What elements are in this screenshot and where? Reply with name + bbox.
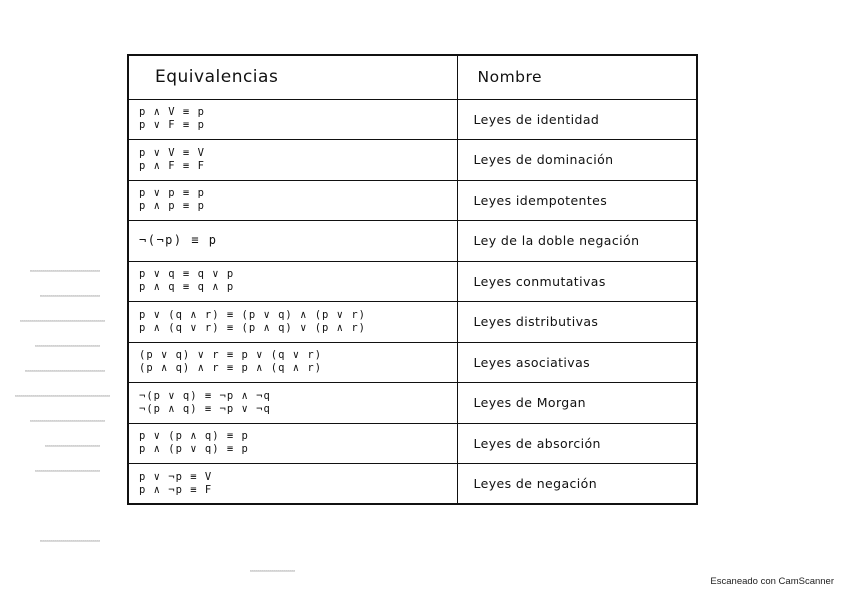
table-row — [128, 140, 697, 181]
header-equivalencias: Equivalencias — [128, 55, 457, 99]
equivalence-cell — [128, 423, 457, 464]
law-name: Leyes de dominación — [457, 140, 697, 181]
equivalence-cell — [128, 464, 457, 505]
law-name: Leyes de Morgan — [457, 383, 697, 424]
law-name: Leyes conmutativas — [457, 261, 697, 302]
equivalence-cell — [128, 302, 457, 343]
formula-line: p ∧ (q ∨ r) ≡ (p ∧ q) ∨ (p ∧ r) — [139, 321, 366, 334]
formula-line: ¬(p ∧ q) ≡ ¬p ∨ ¬q — [139, 402, 271, 415]
law-name: Leyes de absorción — [457, 423, 697, 464]
table-row — [128, 383, 697, 424]
logical-equivalences-table — [127, 54, 698, 505]
formula-line: p ∨ p ≡ p — [139, 187, 205, 200]
table-row — [128, 342, 697, 383]
header-nombre: Nombre — [457, 55, 697, 99]
camscanner-watermark: Escaneado con CamScanner — [710, 576, 834, 587]
formula-line: ¬(¬p) ≡ p — [139, 233, 218, 248]
table-row — [128, 423, 697, 464]
formula-line: p ∨ (q ∧ r) ≡ (p ∨ q) ∧ (p ∨ r) — [139, 308, 366, 321]
formula-line: p ∧ p ≡ p — [139, 200, 205, 213]
table-row — [128, 302, 697, 343]
formula-line: ¬(p ∨ q) ≡ ¬p ∧ ¬q — [139, 389, 271, 402]
formula-line: p ∧ q ≡ q ∧ p — [139, 281, 235, 294]
equivalence-cell — [128, 383, 457, 424]
formula-line: p ∨ (p ∧ q) ≡ p — [139, 430, 249, 443]
formula-line: (p ∨ q) ∨ r ≡ p ∨ (q ∨ r) — [139, 349, 323, 362]
formula-line: (p ∧ q) ∧ r ≡ p ∧ (q ∧ r) — [139, 362, 323, 375]
formula-line: p ∨ V ≡ V — [139, 146, 205, 159]
formula-line: p ∨ q ≡ q ∨ p — [139, 268, 235, 281]
equivalence-cell — [128, 221, 457, 262]
equivalence-cell — [128, 99, 457, 140]
equivalence-cell — [128, 261, 457, 302]
table-row — [128, 99, 697, 140]
equivalence-cell — [128, 140, 457, 181]
law-name: Leyes distributivas — [457, 302, 697, 343]
law-name: Ley de la doble negación — [457, 221, 697, 262]
law-name: Leyes de negación — [457, 464, 697, 505]
formula-line: p ∧ ¬p ≡ F — [139, 483, 213, 496]
law-name: Leyes idempotentes — [457, 180, 697, 221]
table-row — [128, 221, 697, 262]
formula-line: p ∧ V ≡ p — [139, 106, 205, 119]
table-header-row — [128, 55, 697, 99]
table-row — [128, 261, 697, 302]
law-name: Leyes de identidad — [457, 99, 697, 140]
formula-line: p ∨ ¬p ≡ V — [139, 470, 213, 483]
equivalence-cell — [128, 342, 457, 383]
formula-line: p ∧ (p ∨ q) ≡ p — [139, 443, 249, 456]
table-row — [128, 180, 697, 221]
formula-line: p ∨ F ≡ p — [139, 119, 205, 132]
formula-line: p ∧ F ≡ F — [139, 159, 205, 172]
table-row — [128, 464, 697, 505]
law-name: Leyes asociativas — [457, 342, 697, 383]
equivalence-cell — [128, 180, 457, 221]
